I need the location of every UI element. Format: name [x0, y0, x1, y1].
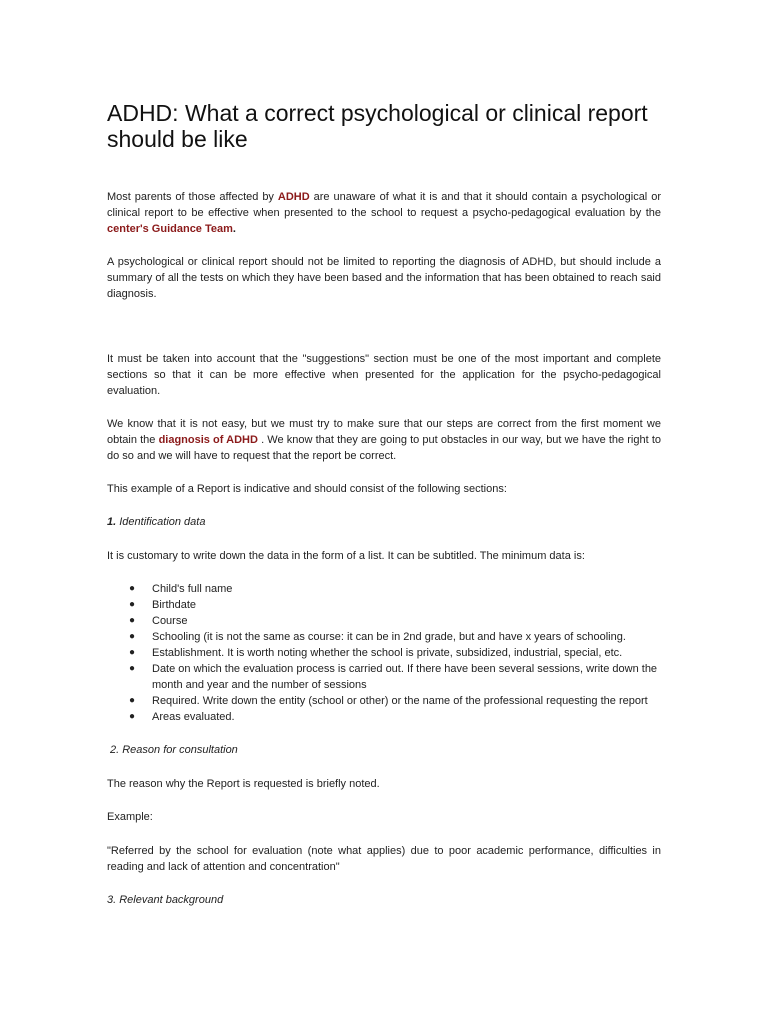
reason-paragraph: The reason why the Report is requested is briefly noted.: [107, 778, 380, 790]
list-item: ● Establishment. It is worth noting whether the school is private, subsidized, industrial, special, etc.: [129, 647, 623, 659]
intro-text-start: Most parents of those affected by: [107, 191, 278, 203]
example-quote: "Referred by the school for evaluation (note what applies) due to poor academic performance, difficulties in reading and lack of attention and concentration": [107, 845, 661, 873]
list-item: ● Schooling (it is not the same as course: it can be in 2nd grade, but and have x years of schooling.: [129, 631, 626, 643]
document-title: ADHD: What a correct psychological or clinical report should be like: [107, 100, 648, 152]
bullet-icon: ●: [129, 583, 136, 594]
suggestions-paragraph: It must be taken into account that the "suggestions" section must be one of the most important and complete sections so that it can be more effective when presented for the application for the psycho-pedagogical evaluation.: [107, 353, 661, 397]
list-item: ● Areas evaluated.: [129, 711, 235, 723]
diagnosis-text-start: We know that it is not easy, but we must try to make sure that our steps are correct from the first moment we obtain the: [107, 418, 661, 446]
list-item: ● Child's full name: [129, 583, 233, 595]
intro-paragraph: [107, 189, 661, 237]
report-scope-paragraph: A psychological or clinical report should not be limited to reporting the diagnosis of ADHD, but should include a summary of all the tests on which they have been based and the information that has been obtained to reach said diagnosis.: [107, 256, 661, 300]
section-2-heading: 2. Reason for consultation: [110, 744, 238, 756]
section-3-heading: 3. Relevant background: [107, 894, 224, 906]
bullet-icon: ●: [129, 663, 136, 674]
list-item: ● Birthdate: [129, 599, 197, 611]
bullet-icon: ●: [129, 695, 136, 706]
example-label: Example:: [107, 811, 153, 823]
list-item: ● Course: [129, 615, 188, 627]
guidance-team-link[interactable]: center's Guidance Team: [107, 223, 233, 235]
diagnosis-adhd-link[interactable]: diagnosis of ADHD: [158, 434, 258, 446]
bullet-icon: ●: [129, 647, 136, 658]
bullet-icon: ●: [129, 599, 136, 610]
intro-text-middle: are unaware of what it is and that it should contain a psychological or clinical report to be effective when presented to the school to request a psycho-pedagogical evaluation by the: [107, 191, 661, 219]
identification-data-list: [107, 581, 667, 725]
diagnosis-paragraph: [107, 416, 661, 464]
list-intro-paragraph: It is customary to write down the data in the form of a list. It can be subtitled. The minimum data is:: [107, 550, 585, 562]
bullet-icon: ●: [129, 631, 136, 642]
diagnosis-text-end: . We know that they are going to put obstacles in our way, but we have the right to do so and we will have to request that the report be correct.: [107, 434, 661, 462]
adhd-link[interactable]: ADHD: [277, 191, 310, 203]
section-1-label: Identification data: [116, 516, 206, 528]
sections-intro-paragraph: This example of a Report is indicative and should consist of the following sections:: [107, 483, 507, 495]
list-item: ● Date on which the evaluation process is carried out. If there have been several sessions, write down the month and year and the number of sessions: [129, 663, 658, 691]
section-1-number: 1.: [107, 516, 117, 528]
section-1-heading: [107, 514, 661, 530]
bullet-icon: ●: [129, 615, 136, 626]
intro-text-end: .: [232, 223, 236, 235]
list-item: ● Required. Write down the entity (school or other) or the name of the professional requesting the report: [129, 695, 648, 707]
bullet-icon: ●: [129, 711, 136, 722]
